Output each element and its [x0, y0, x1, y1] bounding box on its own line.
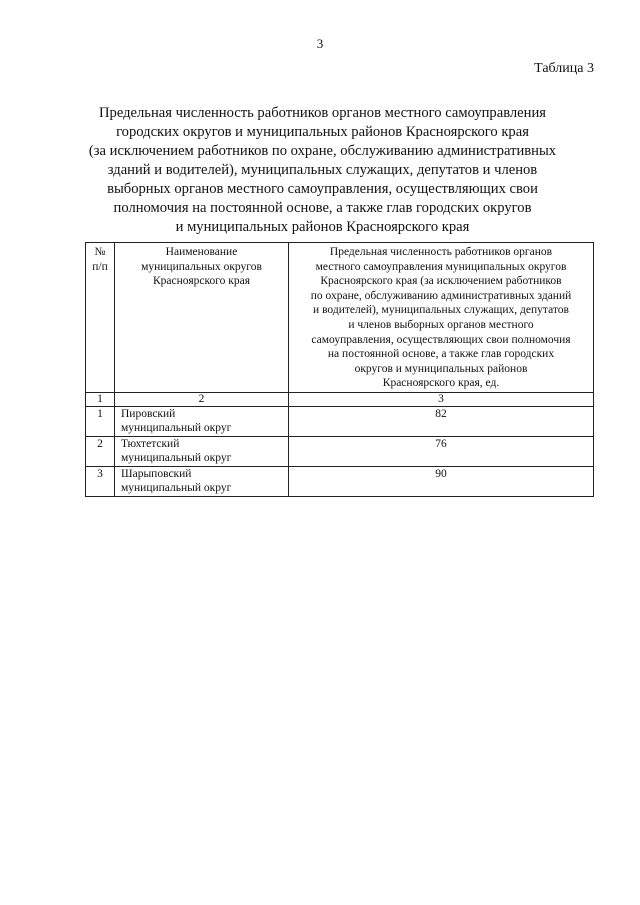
header-name-cell — [115, 243, 289, 393]
header-number-line: п/п — [92, 260, 108, 273]
row-number-cell: 2 — [86, 436, 115, 466]
row-value-cell: 82 — [289, 406, 594, 436]
row-value-cell: 76 — [289, 436, 594, 466]
table-row — [86, 466, 594, 496]
row-name-line: Пировский — [121, 407, 176, 420]
table-header-row — [86, 243, 594, 393]
header-value-line: по охране, обслуживанию административных зданий — [310, 289, 572, 302]
header-value-line: Предельная численность работников органов — [329, 246, 553, 258]
table-label: Таблица 3 — [534, 61, 594, 76]
header-value-line: Красноярского края (за исключением работников — [320, 275, 562, 288]
document-title — [70, 104, 575, 237]
row-name-line: муниципальный округ — [121, 422, 232, 435]
row-number-cell: 3 — [86, 466, 115, 496]
row-number-cell: 1 — [86, 406, 115, 436]
title-line: полномочия на постоянной основе, а также глав городских округов — [113, 200, 532, 216]
header-number-line: № — [94, 246, 106, 258]
header-name-line: муниципальных округов — [141, 260, 262, 273]
header-name-line: Наименование — [165, 246, 238, 258]
row-name-line: муниципальный округ — [121, 452, 232, 465]
title-line: (за исключением работников по охране, обслуживанию административных — [88, 143, 557, 159]
page-number: 3 — [316, 36, 324, 51]
header-value-cell — [289, 243, 594, 393]
header-value-line: и членов выборных органов местного — [348, 318, 534, 331]
header-name-line: Красноярского края — [153, 275, 250, 288]
column-number-cell: 2 — [115, 392, 289, 406]
row-name-cell — [115, 436, 289, 466]
title-line: и муниципальных районов Красноярского края — [175, 219, 470, 235]
table-row — [86, 406, 594, 436]
row-name-cell — [115, 406, 289, 436]
title-line: городских округов и муниципальных районов Красноярского края — [116, 124, 529, 140]
table-row — [86, 436, 594, 466]
header-value-line: Красноярского края, ед. — [382, 377, 500, 390]
header-value-line: округов и муниципальных районов — [354, 362, 528, 375]
column-number-cell: 3 — [289, 392, 594, 406]
row-name-line: Тюхтетский — [121, 437, 180, 450]
header-value-line: местного самоуправления муниципальных округов — [315, 260, 567, 273]
title-line: Предельная численность работников органов местного самоуправления — [98, 105, 546, 121]
header-number-cell — [86, 243, 115, 393]
column-number-cell: 1 — [86, 392, 115, 406]
title-line: выборных органов местного самоуправления, осуществляющих свои — [107, 181, 538, 197]
row-name-line: Шарыповский — [121, 467, 192, 480]
header-value-line: и водителей), муниципальных служащих, депутатов — [313, 304, 569, 317]
header-value-line: на постоянной основе, а также глав городских — [327, 348, 555, 361]
row-value-cell: 90 — [289, 466, 594, 496]
title-line: зданий и водителей), муниципальных служащих, депутатов и членов — [107, 162, 538, 178]
row-name-cell — [115, 466, 289, 496]
header-value-line: самоуправления, осуществляющих свои полномочия — [311, 333, 571, 346]
column-number-row — [86, 392, 594, 406]
row-name-line: муниципальный округ — [121, 482, 232, 495]
staff-limits-table — [85, 242, 594, 497]
